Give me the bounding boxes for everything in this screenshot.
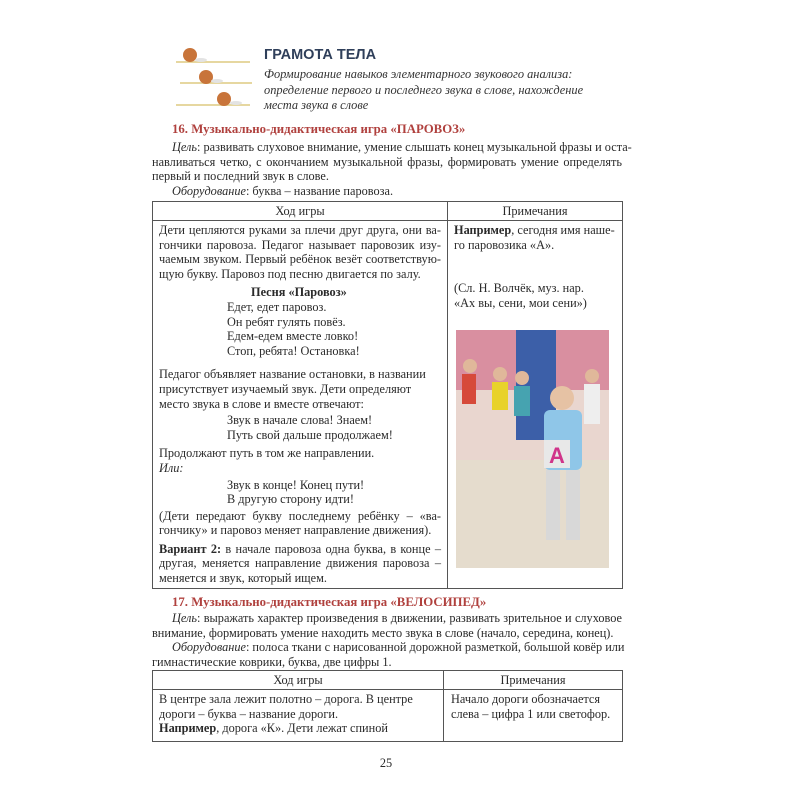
note-text: слева – цифра 1 или светофор.: [451, 706, 611, 721]
song-line: Стоп, ребята! Остановка!: [227, 343, 360, 358]
note-bold: Например: [454, 223, 512, 237]
text-line: в начале паровоза одна буква, в конце –: [221, 541, 442, 556]
equipment-label: Оборудование: [172, 183, 246, 198]
subtitle-line: определение первого и последнего звука в слове, нахождение: [264, 82, 584, 97]
page-number: 25: [379, 756, 393, 770]
section-subtitle: [264, 67, 583, 114]
equipment-text: гимнастические коврики, буква, две цифры 1.: [152, 654, 392, 669]
or-label: Или:: [159, 460, 184, 475]
verse-line: Путь свой дальше продолжаем!: [227, 427, 393, 442]
col-header-notes: Примечания: [502, 204, 568, 218]
song-line: Едет, едет паровоз.: [227, 299, 327, 314]
section-title: ГРАМОТА ТЕЛА: [264, 47, 377, 63]
text-line: Продолжают путь в том же направлении.: [159, 446, 375, 461]
col-header-progress: Ход игры: [273, 673, 323, 687]
goal-text: внимание, формировать умение находить место звука в слове (начало, середина, конец).: [152, 625, 614, 640]
notes-cell: [454, 223, 619, 310]
text-line: Дети цепляются руками за плечи друг друга, они ва-: [159, 223, 441, 237]
game17-goal: [152, 611, 625, 669]
equipment-text: : полоса ткани с нарисованной дорожной разметкой, большой ковёр или: [245, 640, 625, 655]
game-progress-cell: [159, 223, 441, 586]
song-line: Едем-едем вместе ловко!: [227, 329, 359, 344]
game-progress-cell: [159, 692, 439, 736]
text-line: гончики паровоза. Педагог называет паровозик изу-: [159, 237, 441, 252]
subtitle-line: места звука в слове: [264, 98, 369, 112]
text-line: (Дети передают букву последнему ребёнку – «ва-: [159, 508, 441, 523]
photo-letter: А: [549, 443, 565, 468]
text-line: место звука в слове и вместе отвечают:: [159, 396, 364, 411]
equipment-label: Оборудование: [172, 640, 246, 655]
text-line: , дорога «К». Дети лежат спиной: [216, 721, 388, 736]
goal-label: Цель: [172, 140, 197, 154]
note-text: , сегодня имя наше-: [511, 223, 615, 237]
credit-line: «Ах вы, сени, мои сени»): [454, 295, 587, 310]
col-header-progress: Ход игры: [275, 204, 325, 218]
text-line: щую букву. Паровоз под песню двигается по залу.: [159, 266, 421, 281]
notes-cell: [451, 692, 619, 721]
variant-label: Вариант 2:: [159, 541, 222, 556]
goal-text: : развивать слуховое внимание, умение слышать конец музыкальной фразы и оста-: [197, 140, 632, 154]
children-photo: [456, 330, 609, 568]
note-text: го паровозика «А».: [454, 237, 555, 252]
example-bold: Например: [159, 721, 217, 736]
text-line: присутствует изучаемый звук. Дети определяют: [159, 381, 412, 396]
goal-text: навливаться четко, с окончанием музыкальной фразы, формировать умение определять: [152, 154, 622, 169]
text-line: Педагог объявляет название остановки, в названии: [159, 367, 426, 382]
text-line: гончику» и паровоз меняет направление движения).: [159, 523, 432, 538]
game17-table: [152, 670, 623, 742]
text-line: другая, меняется направление движения паровоза –: [159, 556, 441, 571]
credit-line: (Сл. Н. Волчёк, муз. нар.: [454, 281, 584, 296]
text-line: В центре зала лежит полотно – дорога. В центре: [159, 692, 413, 706]
note-text: Начало дороги обозначается: [451, 692, 601, 706]
game16-goal: [152, 140, 632, 198]
text-line: меняется и звук, который ищем.: [159, 571, 327, 586]
col-header-notes: Примечания: [500, 673, 566, 687]
verse-line: Звук в начале слова! Знаем!: [227, 413, 373, 428]
equipment-text: : буква – название паровоза.: [245, 183, 394, 198]
subtitle-line: Формирование навыков элементарного звукового анализа:: [264, 67, 573, 81]
game16-heading: 16. Музыкально-дидактическая игра «ПАРОВОЗ»: [172, 122, 466, 136]
game16-table: [152, 201, 623, 589]
snails-illustration: [176, 44, 254, 110]
verse-line: Звук в конце! Конец пути!: [227, 477, 365, 492]
verse-line: В другую сторону идти!: [227, 492, 354, 507]
song-line: Он ребят гулять повёз.: [227, 314, 346, 329]
text-line: чаемым звуком. Первый ребёнок везёт соответствую-: [159, 252, 441, 267]
text-line: дороги – буква – название дороги.: [159, 706, 339, 721]
game17-heading: 17. Музыкально-дидактическая игра «ВЕЛОСИПЕД»: [172, 595, 487, 609]
goal-text: : выражать характер произведения в движении, развивать зрительное и слуховое: [197, 611, 622, 625]
goal-text: первый и последний звук в слове.: [152, 169, 329, 184]
goal-label: Цель: [172, 611, 197, 625]
song-title: Песня «Паровоз»: [251, 285, 347, 300]
